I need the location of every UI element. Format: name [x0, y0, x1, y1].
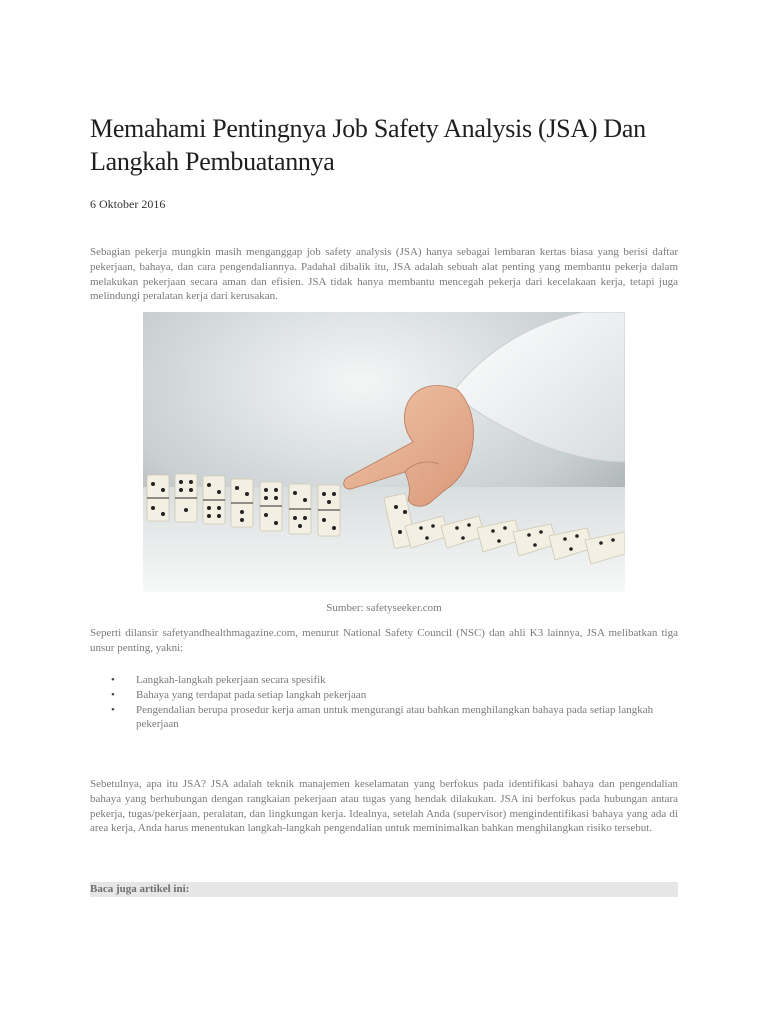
list-item: • Pengendalian berupa prosedur kerja aman untuk mengurangi atau bahkan menghilangkan bahaya pada setiap langkah pekerjaan — [108, 703, 658, 733]
read-also-bar — [90, 882, 678, 897]
read-also-label: Baca juga artikel ini: — [90, 883, 190, 895]
domino-hand-image — [143, 312, 625, 592]
definition-paragraph: Sebetulnya, apa itu JSA? JSA adalah teknik manajemen keselamatan yang berfokus pada identifikasi bahaya dan pengendalian bahaya yang berhubungan dengan rangkaian pekerjaan atau tugas yang hendak dilakukan. JSA ini berfokus pada hubungan antara pekerja, tugas/pekerjaan, peralatan, dan lingkungan kerja. Idealnya, setelah Anda (supervisor) mengindentifikasi bahaya yang ada di area kerja, Anda harus menentukan langkah-langkah pengendalian untuk meminimalkan bahkan menghilangkan risiko tersebut. — [90, 778, 678, 835]
article-title: Memahami Pentingnya Job Safety Analysis (JSA) Dan Langkah Pembuatannya — [90, 114, 646, 176]
list-item: • Langkah-langkah pekerjaan secara spesifik — [108, 673, 658, 688]
article-date: 6 Oktober 2016 — [90, 197, 166, 211]
nsc-paragraph: Seperti dilansir safetyandhealthmagazine.com, menurut National Safety Council (NSC) dan ahli K3 lainnya, JSA melibatkan tiga unsur penting, yakni: — [90, 627, 678, 654]
intro-paragraph: Sebagian pekerja mungkin masih menganggap job safety analysis (JSA) hanya sebagai lembaran kertas biasa yang berisi daftar pekerjaan, bahaya, dan cara pengendaliannya. Padahal dibalik itu, JSA adalah sebuah alat penting yang membantu pekerja dalam melakukan pekerjaan secara aman dan efisien. JSA tidak hanya membantu mencegah pekerja dari kecelakaan kerja, tetapi juga melindungi peralatan kerja dari kerusakan. — [90, 246, 678, 303]
jsa-elements-list — [108, 673, 658, 732]
image-caption: Sumber: safetyseeker.com — [326, 602, 442, 614]
list-item: • Bahaya yang terdapat pada setiap langkah pekerjaan — [108, 688, 658, 703]
